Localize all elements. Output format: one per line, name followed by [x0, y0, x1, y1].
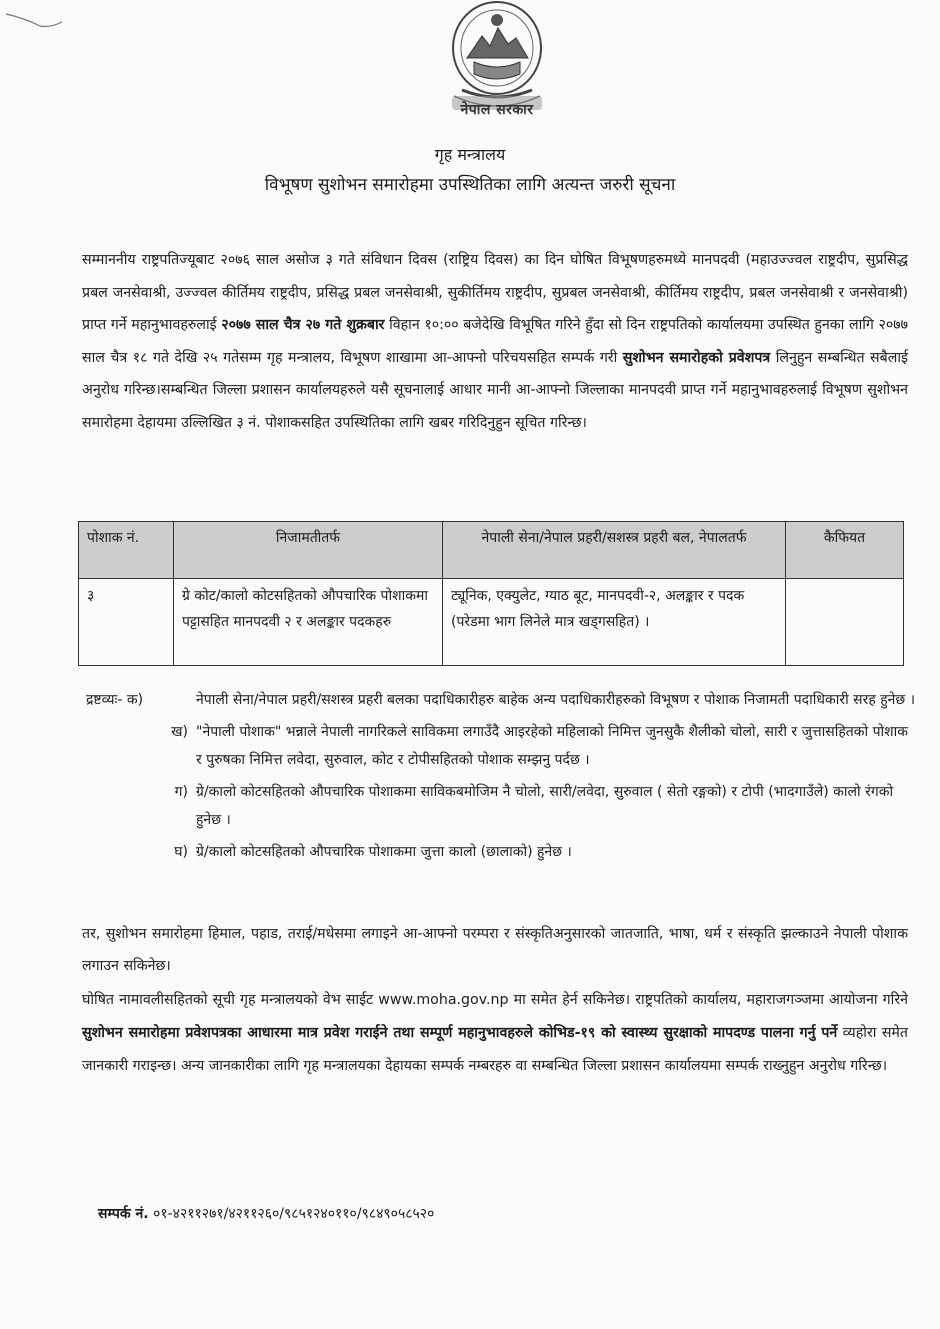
p1-text-c: विहान १०:०० बजेदेखि विभूषित गरिने हुँदा सो दिन राष्ट्रपतिको कार्यालयमा उपस्थित हुनका लागि २०७७ साल चैत्र १८ गते देखि २५ गतेसम्म गृह मन्त्रालय, विभूषण शाखामा आ-आफ्नो परिचयसहित सम्पर्क गरी: [82, 317, 908, 366]
notes-section: [86, 686, 916, 866]
notes-label: द्रष्टव्यः- क): [86, 692, 144, 708]
note-gha: [86, 838, 916, 866]
p3-text-c: व्यहोरा समेत जानकारी गराइन्छ। अन्य जानकारीका लागि गृह मन्त्रालयका देहायका सम्पर्क नम्बरहरु वा सम्बन्धित जिल्ला प्रशासन कार्यालयमा सम्पर्क राख्नुहुन अनुरोध गरिन्छ।: [82, 1025, 908, 1074]
contact-numbers: ०१-४२११२७१/४२११२६०/९८५१२४०११०/९८४९०५८५२०: [153, 1206, 435, 1222]
note-text: ग्रे/कालो कोटसहितको औपचारिक पोशाकमा जुत्ता कालो (छालाको) हुनेछ ।: [196, 844, 572, 860]
ministry-name: गृह मन्त्रालय: [434, 145, 506, 164]
note-label: घ): [174, 844, 188, 860]
contact-label: सम्पर्क नं.: [98, 1206, 149, 1222]
uniform-table: [78, 521, 904, 666]
scan-mark: [4, 8, 64, 30]
p1-date-bold: २०७७ साल चैत्र २७ गते शुक्रबार: [221, 317, 385, 333]
p3-bold: सुशोभन समारोहमा प्रवेशपत्रका आधारमा मात्र प्रवेश गराईने तथा सम्पूर्ण महानुभावहरुले कोभिड-१९ को स्वास्थ्य सुरक्षाको मापदण्ड पालना गर्नु पर्ने: [82, 1025, 838, 1041]
table-header: कैफियत: [786, 522, 904, 579]
table-cell: [786, 579, 904, 666]
table-cell: ग्रे कोट/कालो कोटसहितको औपचारिक पोशाकमा पट्टासहित मानपदवी २ र अलङ्कार पदकहरु: [174, 579, 443, 666]
note-label: ख): [171, 724, 188, 740]
note-ga: [86, 778, 916, 834]
paragraph-3: [82, 984, 908, 1083]
table-header: निजामतीतर्फ: [174, 522, 443, 579]
table-header: पोशाक नं.: [79, 522, 174, 579]
note-label: ग): [174, 784, 188, 800]
table-cell: ट्यूनिक, एक्युलेट, ग्याठ बूट, मानपदवी-२, अलङ्कार र पदक (परेडमा भाग लिनेले मात्र खड्गसहित) ।: [443, 579, 786, 666]
note-kha: [86, 718, 916, 774]
paragraph-2: तर, सुशोभन समारोहमा हिमाल, पहाड, तराई/मधेसमा लगाइने आ-आफ्नो परम्परा र संस्कृतिअनुसारको जातजाति, भाषा, धर्म र संस्कृति झल्काउने नेपाली पोशाक लगाउन सकिनेछ।: [82, 926, 908, 974]
notice-title: विभूषण सुशोभन समारोहमा उपस्थितिका लागि अत्यन्त जरुरी सूचना: [264, 175, 676, 195]
emblem-caption: नेपाल सरकार: [460, 102, 534, 118]
table-cell: ३: [79, 579, 174, 666]
p1-text-a: सम्माननीय राष्ट्रपतिज्यूबाट २०७६ साल असोज ३ गते संविधान दिवस (राष्ट्रिय दिवस) का दिन घोषित विभूषणहरुमध्ये मानपदवी (महाउज्ज्वल राष्ट्रदीप, सुप्रसिद्ध प्रबल जनसेवाश्री, उज्ज्वल कीर्तिमय राष्ट्रदीप, प्रसिद्ध प्रबल जनसेवाश्री, सुकीर्तिमय राष्ट्रदीप, सुप्रबल जनसेवाश्री, कीर्तिमय राष्ट्रदीप, प्रबल जनसेवाश्री र जनसेवाश्री) प्राप्त गर्ने महानुभावहरुलाई: [82, 252, 908, 333]
contact-line: [98, 1204, 434, 1223]
note-ka: [86, 686, 916, 714]
table-header: नेपाली सेना/नेपाल प्रहरी/सशस्त्र प्रहरी बल, नेपालतर्फ: [443, 522, 786, 579]
p1-text-e: लिनुहुन सम्बन्धित सबैलाई अनुरोध गरिन्छ।सम्बन्धित जिल्ला प्रशासन कार्यालयहरुले यसै सूचनालाई आधार मानी आ-आफ्नो जिल्लाका मानपदवी प्राप्त गर्ने महानुभावहरुलाई विभूषण सुशोभन समारोहमा देहायमा उल्लिखित ३ नं. पोशाकसहित उपस्थितिका लागि खबर गरिदिनुहुन सूचित गरिन्छ।: [82, 349, 908, 431]
note-text: नेपाली सेना/नेपाल प्रहरी/सशस्त्र प्रहरी बलका पदाधिकारीहरु बाहेक अन्य पदाधिकारीहरुको विभूषण र पोशाक निजामती पदाधिकारी सरह हुनेछ ।: [196, 692, 916, 708]
table-header-row: [79, 522, 904, 579]
p1-entry-pass-bold: सुशोभन समारोहको प्रवेशपत्र: [622, 349, 771, 366]
note-text: ग्रे/कालो कोटसहितको औपचारिक पोशाकमा साविकबमोजिम नै चोलो, सारी/लवेदा, सुरुवाल ( सेतो रङ्गको) र टोपी (भादगाउँले) कालो रंगको हुनेछ ।: [196, 784, 894, 828]
table-row: [79, 579, 904, 666]
paragraph-1: [82, 244, 908, 439]
government-emblem: [432, 0, 562, 132]
note-text: "नेपाली पोशाक" भन्नाले नेपाली नागरिकले साविकमा लगाउँदै आइरहेको महिलाको निमित्त जुनसुकै शैलीको चोलो, सारी र जुत्तासहितको पोशाक र पुरुषका निमित्त लवेदा, सुरुवाल, कोट र टोपीसहितको पोशाक सम्झनु पर्दछ ।: [196, 724, 909, 768]
p3-text-a: घोषित नामावलीसहितको सूची गृह मन्त्रालयको वेभ साईट www.moha.gov.np मा समेत हेर्न सकिनेछ। राष्ट्रपतिको कार्यालय, महाराजगञ्जमा आयोजना गरिने: [82, 992, 908, 1008]
